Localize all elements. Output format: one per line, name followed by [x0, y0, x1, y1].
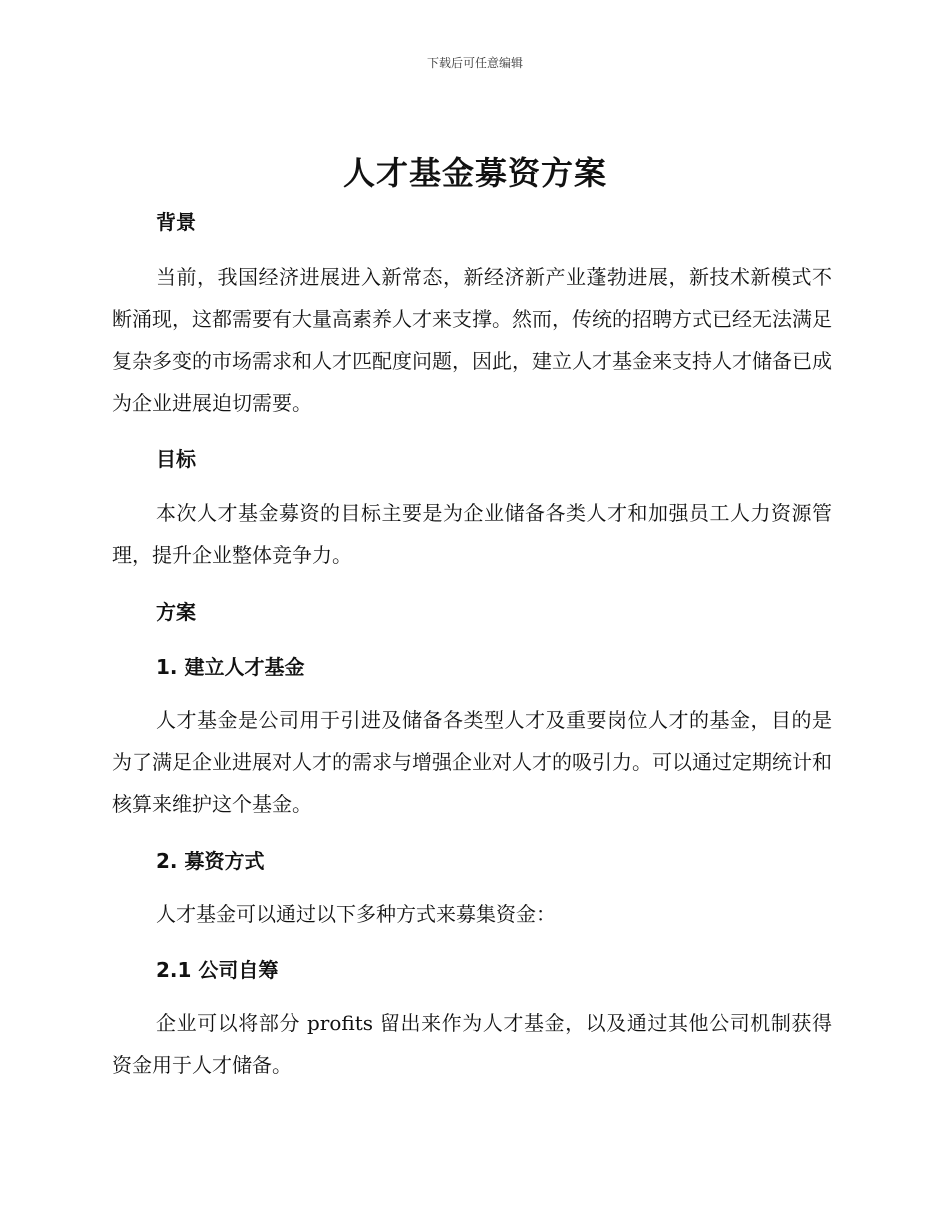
section-heading-plan: 方案 — [156, 600, 196, 624]
subsection-heading-plan1: 1. 建立人才基金 — [156, 655, 305, 679]
subsection-heading-plan21: 2.1 公司自筹 — [156, 958, 279, 982]
section-heading-goal: 目标 — [156, 447, 196, 471]
paragraph-goal: 本次人才基金募资的目标主要是为企业储备各类人才和加强员工人力资源管理，提升企业整体竞争力。 — [112, 501, 832, 567]
paragraph-plan1: 人才基金是公司用于引进及储备各类型人才及重要岗位人才的基金，目的是为了满足企业进展对人才的需求与增强企业对人才的吸引力。可以通过定期统计和核算来维护这个基金。 — [112, 708, 832, 816]
header-note: 下载后可任意编辑 — [426, 56, 523, 70]
paragraph-background: 当前，我国经济进展进入新常态，新经济新产业蓬勃进展，新技术新模式不断涌现，这都需要有大量高素养人才来支撑。然而，传统的招聘方式已经无法满足复杂多变的市场需求和人才匹配度问题，因此，建立人才基金来支持人才储备已成为企业进展迫切需要。 — [112, 265, 832, 415]
subsection-heading-plan2: 2. 募资方式 — [156, 849, 265, 873]
paragraph-plan2: 人才基金可以通过以下多种方式来募集资金： — [156, 902, 556, 926]
document-title: 人才基金募资方案 — [342, 154, 607, 192]
paragraph-plan21: 企业可以将部分 profits 留出来作为人才基金，以及通过其他公司机制获得资金用于人才储备。 — [112, 1011, 832, 1077]
section-heading-background: 背景 — [156, 210, 196, 234]
